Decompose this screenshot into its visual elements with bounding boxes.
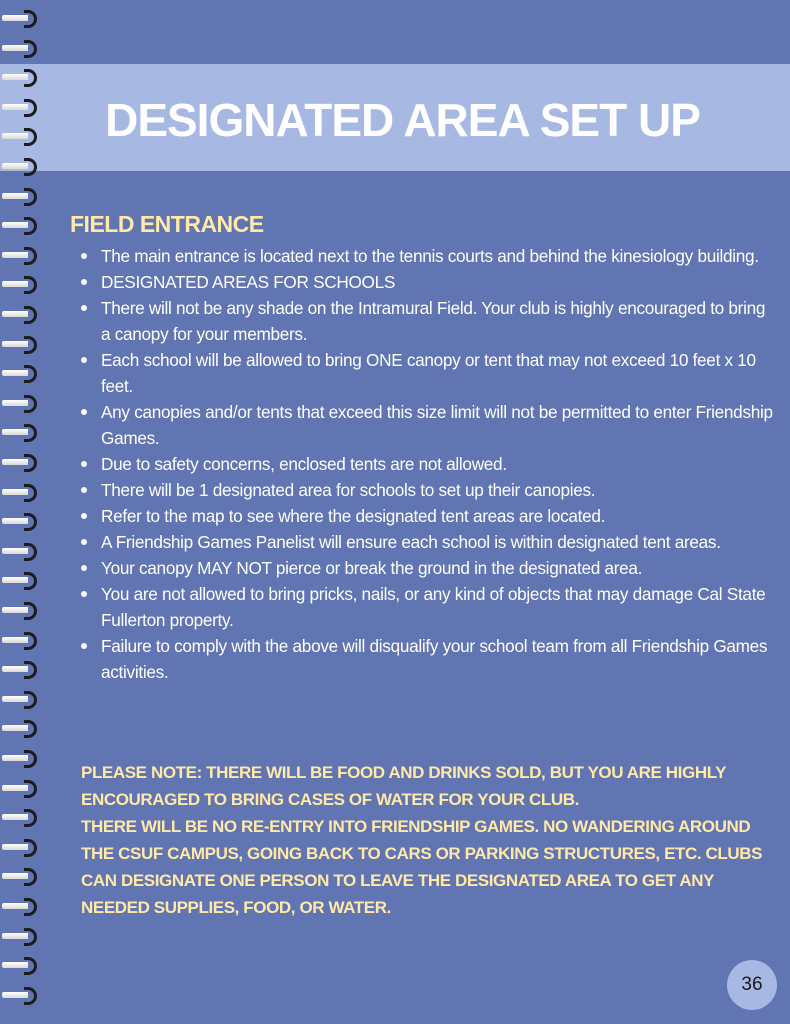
list-item-text: A Friendship Games Panelist will ensure each school is within designated tent areas. <box>101 532 721 552</box>
binding-hook <box>24 780 37 798</box>
binding-hook <box>24 957 37 975</box>
binding-hook <box>24 602 37 620</box>
binding-ring <box>2 809 40 825</box>
list-item <box>101 529 773 555</box>
list-item-text: You are not allowed to bring pricks, nails, or any kind of objects that may damage Cal State Fullerton property. <box>101 584 766 630</box>
note-paragraph: THERE WILL BE NO RE-ENTRY INTO FRIENDSHIP GAMES. NO WANDERING AROUND THE CSUF CAMPUS, GOING BACK TO CARS OR PARKING STRUCTURES, ETC. CLUBS CAN DESIGNATE ONE PERSON TO LEAVE THE DESIGNATED AREA TO GET ANY NEEDED SUPPLIES, FOOD, OR WATER. <box>81 817 763 917</box>
bullet-icon <box>81 305 87 311</box>
binding-hook <box>24 10 37 28</box>
bullet-list <box>101 243 773 685</box>
section-heading: FIELD ENTRANCE <box>70 211 264 237</box>
bullet-icon <box>81 409 87 415</box>
binding-ring <box>2 99 40 115</box>
binding-ring <box>2 898 40 914</box>
binding-ring <box>2 306 40 322</box>
binding-ring <box>2 484 40 500</box>
binding-hook <box>24 661 37 679</box>
binding-hook <box>24 69 37 87</box>
binding-hook <box>24 336 37 354</box>
binding-ring <box>2 365 40 381</box>
bullet-icon <box>81 279 87 285</box>
binding-hook <box>24 188 37 206</box>
list-item <box>101 295 773 347</box>
binding-ring <box>2 543 40 559</box>
binding-ring <box>2 247 40 263</box>
binding-hook <box>24 454 37 472</box>
list-item-text: Any canopies and/or tents that exceed this size limit will not be permitted to enter Friendship Games. <box>101 402 773 448</box>
binding-hook <box>24 99 37 117</box>
binding-ring <box>2 276 40 292</box>
list-item <box>101 399 773 451</box>
bullet-icon <box>81 253 87 259</box>
binding-hook <box>24 750 37 768</box>
page-number-badge: 36 <box>727 960 777 1010</box>
binding-hook <box>24 276 37 294</box>
list-item-text: Refer to the map to see where the designated tent areas are located. <box>101 506 606 526</box>
binding-ring <box>2 602 40 618</box>
binding-ring <box>2 720 40 736</box>
binding-ring <box>2 632 40 648</box>
list-item-text: Each school will be allowed to bring ONE canopy or tent that may not exceed 10 feet x 10 feet. <box>101 350 756 396</box>
list-item <box>101 243 773 269</box>
binding-hook <box>24 40 37 58</box>
list-item-text: The main entrance is located next to the tennis courts and behind the kinesiology building. <box>101 246 759 266</box>
binding-hook <box>24 128 37 146</box>
binding-hook <box>24 247 37 265</box>
binding-hook <box>24 839 37 857</box>
binding-hook <box>24 484 37 502</box>
bullet-icon <box>81 643 87 649</box>
binding-hook <box>24 543 37 561</box>
binding-ring <box>2 572 40 588</box>
binding-ring <box>2 987 40 1003</box>
binding-ring <box>2 424 40 440</box>
binding-hook <box>24 217 37 235</box>
list-item <box>101 451 773 477</box>
spiral-binding-icon <box>0 0 48 1024</box>
list-item-text: Due to safety concerns, enclosed tents are not allowed. <box>101 454 507 474</box>
list-item-text: DESIGNATED AREAS FOR SCHOOLS <box>101 272 396 292</box>
binding-ring <box>2 928 40 944</box>
list-item-text: Your canopy MAY NOT pierce or break the ground in the designated area. <box>101 558 643 578</box>
bullet-icon <box>81 487 87 493</box>
list-item-text: There will be 1 designated area for schools to set up their canopies. <box>101 480 596 500</box>
binding-hook <box>24 809 37 827</box>
bullet-icon <box>81 357 87 363</box>
page-title: DESIGNATED AREA SET UP <box>105 94 700 146</box>
list-item <box>101 555 773 581</box>
list-item <box>101 269 773 295</box>
binding-hook <box>24 424 37 442</box>
binding-hook <box>24 987 37 1005</box>
binding-hook <box>24 513 37 531</box>
binding-ring <box>2 217 40 233</box>
binding-hook <box>24 928 37 946</box>
binding-ring <box>2 839 40 855</box>
list-item <box>101 581 773 633</box>
binding-hook <box>24 691 37 709</box>
binding-hook <box>24 158 37 176</box>
bullet-icon <box>81 565 87 571</box>
binding-ring <box>2 10 40 26</box>
note-paragraph: PLEASE NOTE: THERE WILL BE FOOD AND DRINKS SOLD, BUT YOU ARE HIGHLY ENCOURAGED TO BRING CASES OF WATER FOR YOUR CLUB. <box>81 763 726 809</box>
list-item-text: There will not be any shade on the Intramural Field. Your club is highly encouraged to bring a canopy for your members. <box>101 298 766 344</box>
list-item <box>101 477 773 503</box>
binding-ring <box>2 69 40 85</box>
binding-ring <box>2 40 40 56</box>
binding-hook <box>24 868 37 886</box>
binding-hook <box>24 898 37 916</box>
list-item <box>101 633 773 685</box>
important-note <box>81 759 771 921</box>
binding-hook <box>24 720 37 738</box>
binding-ring <box>2 957 40 973</box>
bullet-icon <box>81 591 87 597</box>
binding-hook <box>24 572 37 590</box>
binding-hook <box>24 395 37 413</box>
bullet-icon <box>81 539 87 545</box>
list-item-text: Failure to comply with the above will disqualify your school team from all Friendship Games activities. <box>101 636 768 682</box>
bullet-icon <box>81 513 87 519</box>
binding-hook <box>24 365 37 383</box>
binding-hook <box>24 632 37 650</box>
binding-ring <box>2 395 40 411</box>
binding-hook <box>24 306 37 324</box>
binding-ring <box>2 336 40 352</box>
binding-ring <box>2 128 40 144</box>
bullet-icon <box>81 461 87 467</box>
binding-ring <box>2 188 40 204</box>
binding-ring <box>2 780 40 796</box>
binding-ring <box>2 691 40 707</box>
binding-ring <box>2 513 40 529</box>
list-item <box>101 347 773 399</box>
binding-ring <box>2 868 40 884</box>
list-item <box>101 503 773 529</box>
binding-ring <box>2 454 40 470</box>
binding-ring <box>2 750 40 766</box>
binding-ring <box>2 661 40 677</box>
binding-ring <box>2 158 40 174</box>
